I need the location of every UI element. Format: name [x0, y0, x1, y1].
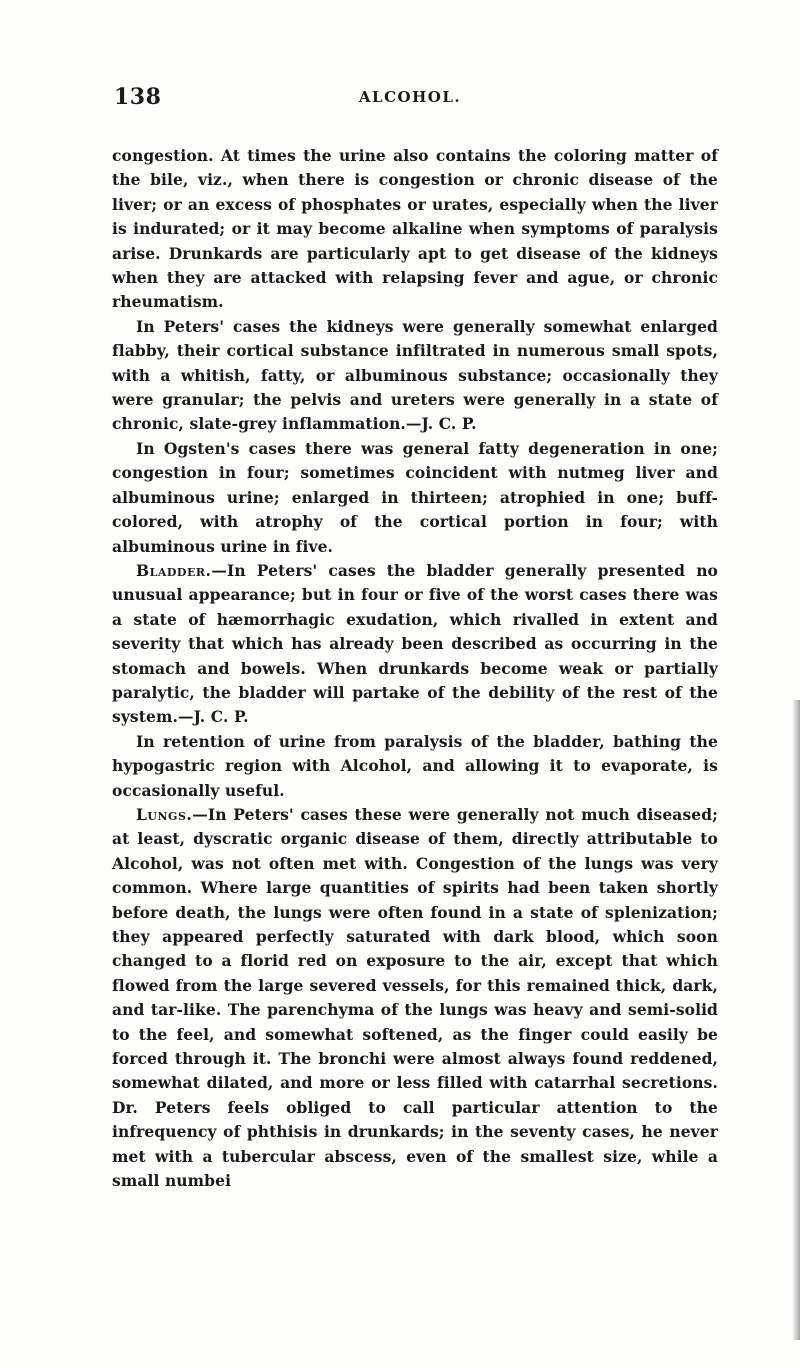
page-header: [100, 84, 720, 116]
paragraph-text: congestion. At times the urine also contains the coloring matter of the bile, viz., when there is congestion or chronic disease of the liver; or an excess of phosphates or urates, especially when the liver is indurated; or it may become alkaline when symptoms of paralysis arise. Drunkards are particularly apt to get disease of the kidneys when they are attacked with relapsing fever and ague, or chronic rheumatism.: [112, 146, 718, 312]
paragraph-text: In Ogsten's cases there was general fatty degeneration in one; congestion in four; sometimes coincident with nutmeg liver and albuminous urine; enlarged in thirteen; atrophied in one; buff-colored, with atrophy of the cortical portion in four; with albuminous urine in five.: [112, 438, 718, 556]
body-text: [112, 144, 718, 1193]
running-head: ALCOHOL.: [358, 88, 462, 106]
paragraph: [112, 730, 718, 803]
paragraph: [112, 559, 718, 730]
paragraph: [112, 437, 718, 559]
paragraph: [112, 803, 718, 1194]
section-lead-lungs: Lungs.: [136, 804, 193, 824]
paragraph-text: —In Peters' cases these were generally not much diseased; at least, dyscratic organic disease of them, directly attributable to Alcohol, was not often met with. Congestion of the lungs was very common. Where large quantities of spirits had been taken shortly before death, the lungs were often found in a state of splenization; they appeared perfectly saturated with dark blood, which soon changed to a florid red on exposure to the air, except that which flowed from the large severed vessels, for this remained thick, dark, and tar-like. The parenchyma of the lungs was heavy and semi-solid to the feel, and somewhat softened, as the finger could easily be forced through it. The bronchi were almost always found reddened, somewhat dilated, and more or less filled with catarrhal secretions. Dr. Peters feels obliged to call particular attention to the infrequency of phthisis in drunkards; in the seventy cases, he never met with a tubercular abscess, even of the smallest size, while a small numbei: [112, 804, 718, 1191]
section-lead-bladder: Bladder.: [136, 560, 212, 580]
paragraph-text: In retention of urine from paralysis of the bladder, bathing the hypogastric region with Alcohol, and allowing it to evaporate, is occasionally useful.: [112, 731, 718, 800]
page-edge-shadow: [792, 700, 800, 1340]
paragraph-text: —In Peters' cases the bladder generally presented no unusual appearance; but in four or five of the worst cases there was a state of hæmorrhagic exudation, which rivalled in extent and severity that which has already been described as occurring in the stomach and bowels. When drunkards become weak or partially paralytic, the bladder will partake of the debility of the rest of the system.—J. C. P.: [112, 560, 718, 727]
page-number: 138: [114, 84, 162, 110]
paragraph: [112, 315, 718, 437]
paragraph-text: In Peters' cases the kidneys were generally somewhat enlarged flabby, their cortical substance infiltrated in numerous small spots, with a whitish, fatty, or albuminous substance; occasionally they were granular; the pelvis and ureters were generally in a state of chronic, slate-grey inflammation.—J. C. P.: [112, 316, 718, 434]
paragraph: [112, 144, 718, 315]
